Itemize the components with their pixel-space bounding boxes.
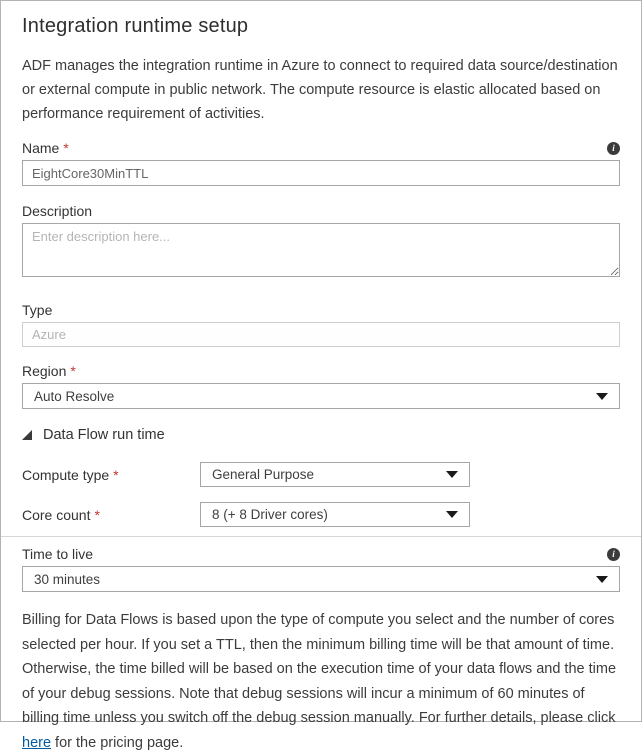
compute-type-field-group [22,462,620,487]
time-to-live-dropdown[interactable] [22,566,620,592]
name-input[interactable] [22,160,620,186]
description-input[interactable] [22,223,620,277]
caret-down-icon [446,511,458,518]
required-asterisk: * [70,363,76,379]
data-flow-section-label: Data Flow run time [43,427,165,443]
intro-text: ADF manages the integration runtime in Azure to connect to required data source/destination or external compute in public network. The compute resource is elastic allocated based on performance requirement of activities. [22,58,618,122]
description-label-row [22,203,620,219]
caret-down-icon [596,393,608,400]
caret-down-icon [596,576,608,583]
required-asterisk: * [113,466,119,483]
page-title: Integration runtime setup [22,15,249,37]
info-icon[interactable]: i [607,142,620,155]
pricing-page-link[interactable]: here [22,734,52,751]
region-field-group [22,363,620,409]
type-input [22,322,620,347]
name-label: Name * [22,140,69,156]
time-to-live-label: Time to live [22,546,94,562]
billing-text-before-link: Billing for Data Flows is based upon the type of compute you select and the number of cores selected per hour. If you set a TTL, then the minimum billing time will be that amount of time. Otherwise, the time billed will be based on the execution time of your data flows and the time of your debug sessions. Note that debug sessions will incur a minimum of 60 minutes of billing time unless you switch off the debug session manually. For further details, please click [22,612,617,726]
region-dropdown[interactable] [22,383,620,409]
region-selected-value: Auto Resolve [34,388,115,404]
type-label: Type [22,302,53,318]
compute-type-dropdown[interactable] [200,462,470,487]
collapse-triangle-icon [22,430,32,440]
core-count-field-group [22,502,620,527]
type-field-group [22,302,620,347]
time-to-live-selected-value: 30 minutes [34,571,101,587]
core-count-label-row [22,507,200,523]
region-label: Region * [22,363,76,379]
caret-down-icon [446,471,458,478]
region-label-row [22,363,620,379]
section-divider [1,536,641,537]
billing-text-after-link: for the pricing page. [51,734,184,751]
info-icon[interactable]: i [607,548,620,561]
required-asterisk: * [63,140,69,156]
core-count-dropdown[interactable] [200,502,470,527]
description-label: Description [22,203,93,219]
description-field-group [22,203,620,282]
compute-type-label: Compute type * [22,466,119,483]
time-to-live-field-group [22,546,620,592]
billing-note [22,608,620,755]
compute-type-selected-value: General Purpose [212,467,315,482]
core-count-selected-value: 8 (+ 8 Driver cores) [212,507,328,522]
name-field-group [22,140,620,186]
type-label-row [22,302,620,318]
compute-type-label-row [22,467,200,483]
name-label-row [22,140,620,156]
data-flow-section-header[interactable] [22,427,620,443]
required-asterisk: * [94,506,100,523]
core-count-label: Core count * [22,506,100,523]
time-to-live-label-row [22,546,620,562]
